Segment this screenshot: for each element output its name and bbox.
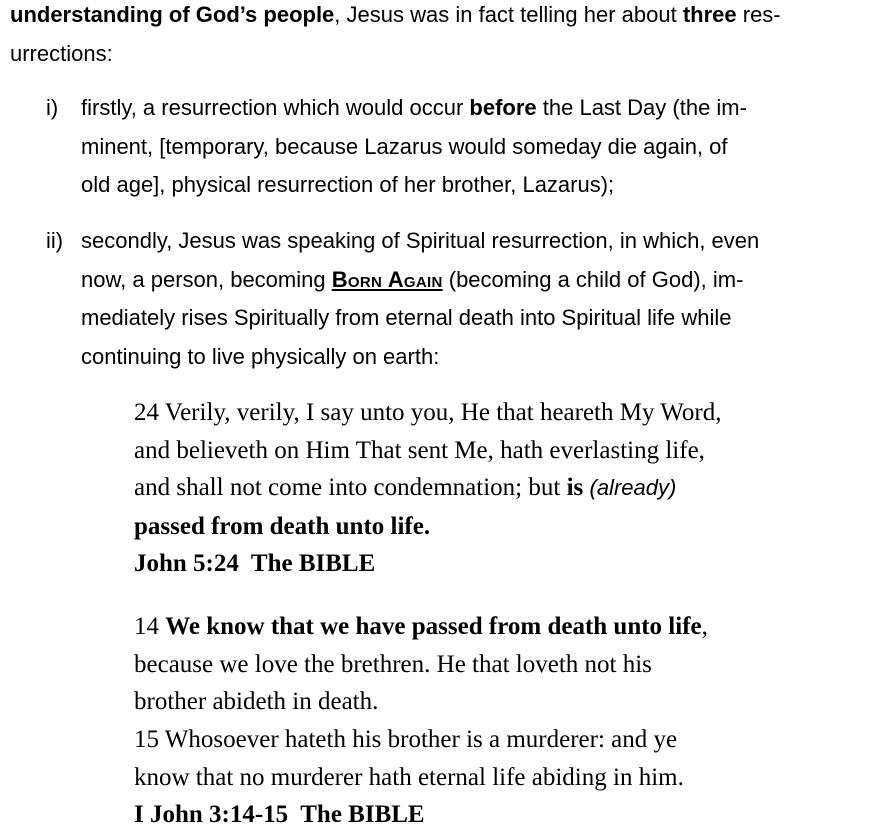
quote-john-bold-is: is bbox=[566, 474, 584, 501]
quote-1john-bold-text: We know that we have passed from death unto life bbox=[165, 613, 702, 640]
born-again-link[interactable]: Born Again bbox=[331, 266, 443, 292]
intro-bold-three: three bbox=[682, 2, 737, 27]
item-ii-text-2a: now, a person, becoming bbox=[81, 266, 332, 292]
quote-1john-line-5: know that no murderer hath eternal life abiding in him. bbox=[134, 763, 684, 791]
item-i-text-a: firstly, a resurrection which would occur bbox=[81, 95, 470, 120]
quote-1john-line-4: 15 Whosoever hateth his brother is a murderer: and ye bbox=[134, 726, 678, 753]
quote-john-ref-text: John 5:24 The BIBLE bbox=[134, 550, 376, 577]
item-ii-line-2 bbox=[81, 261, 858, 300]
intro-line-2: urrections: bbox=[10, 40, 113, 66]
item-ii-text-2b: (becoming a child of God), im- bbox=[442, 266, 744, 292]
item-i-line-3: old age], physical resurrection of her brother, Lazarus); bbox=[81, 172, 615, 197]
quote-1john-reference bbox=[134, 796, 864, 834]
quote-john-reference bbox=[134, 545, 864, 583]
item-i-text-b: the Last Day (the im- bbox=[536, 95, 747, 120]
quote-john-line-1: 24 Verily, verily, I say unto you, He that heareth My Word, bbox=[134, 399, 722, 426]
quote-1john-line-1 bbox=[134, 608, 864, 646]
intro-line-1 bbox=[10, 0, 870, 35]
item-ii-line-3: mediately rises Spiritually from eternal death into Spiritual life while bbox=[81, 305, 732, 330]
item-i-index: i) bbox=[46, 95, 59, 120]
intro-mid-text: , Jesus was in fact telling her about bbox=[334, 2, 683, 27]
intro-end-text: res- bbox=[736, 2, 781, 27]
intro-paragraph bbox=[10, 0, 870, 73]
quote-john-text-3a: and shall not come into condemnation; but bbox=[134, 474, 567, 501]
scripture-quote-1-john-3-15 bbox=[134, 721, 864, 834]
quote-john-line-3 bbox=[134, 469, 864, 508]
item-ii-index: ii) bbox=[46, 228, 64, 253]
quote-1john-ref-text: I John 3:14-15 The BIBLE bbox=[134, 801, 425, 828]
item-i-line-2: minent, [temporary, because Lazarus would someday die again, of bbox=[81, 133, 728, 159]
quote-john-line-2: and believeth on Him That sent Me, hath everlasting life, bbox=[134, 436, 705, 464]
quote-1john-comma: , bbox=[701, 613, 708, 640]
quote-john-line-4 bbox=[134, 508, 864, 546]
scripture-quote-john-5-24 bbox=[134, 394, 864, 583]
quote-john-bold-passed: passed from death unto life. bbox=[134, 512, 431, 540]
intro-bold-start: understanding of God’s people bbox=[10, 2, 335, 27]
list-item-i bbox=[46, 89, 858, 205]
scripture-quote-1-john-3-14 bbox=[134, 608, 864, 721]
quote-1john-line-3: brother abideth in death. bbox=[134, 688, 379, 715]
item-i-bold-before: before bbox=[469, 95, 537, 120]
quote-1john-verse-num: 14 bbox=[134, 613, 166, 640]
quote-john-italic-already: (already) bbox=[589, 475, 677, 500]
list-item-ii bbox=[46, 222, 858, 376]
quote-1john-line-2: because we love the brethren. He that loveth not his bbox=[134, 650, 652, 678]
item-ii-line-4: continuing to live physically on earth: bbox=[81, 343, 440, 369]
item-ii-line-1 bbox=[46, 222, 858, 261]
item-ii-text-1: secondly, Jesus was speaking of Spiritual resurrection, in which, even bbox=[81, 228, 760, 253]
item-i-line-1 bbox=[46, 89, 858, 128]
